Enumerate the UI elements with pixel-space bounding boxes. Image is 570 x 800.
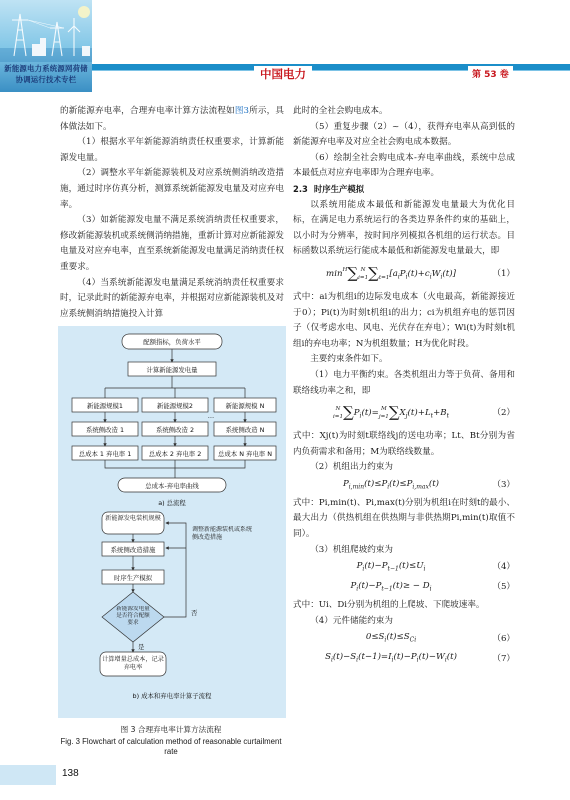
paragraph: （5）重复步骤（2）~（4），获得弃电率从高到低的新能源弃电率及对应全社会购电成本数据。	[293, 121, 515, 148]
paragraph: （2）机组出力约束为	[310, 462, 393, 473]
paragraph: 式中：Ui、Di分别为机组的上爬坡、下爬坡速率。	[293, 600, 485, 611]
equation-number: （2）	[492, 408, 515, 419]
paragraph: 此时的全社会购电成本。	[293, 106, 388, 116]
flow-start: 配额指标，负荷水平	[143, 338, 201, 346]
flow-ellipsis: …	[207, 412, 215, 420]
figure-caption-en: Fig. 3 Flowchart of calculation method of reasonable curtailment rate	[60, 737, 282, 756]
flow-install: 新能源发电装机规模	[105, 515, 161, 522]
flow-scale-n: 新能源规模 N	[225, 402, 265, 410]
paragraph: 以系统用能成本最低和新能源发电量最大为优化目标，在满足电力系统运行的各类边界条件约束的基础上，以小时为分辨率，按时间序列模拟各机组的运行状态。目标函数以系统运行能成本最低和新能源发电量最大，即	[293, 199, 515, 257]
flow-record: 计算增量总成本，记录弃电率	[102, 656, 164, 671]
paragraph: 主要约束条件如下。	[310, 354, 388, 365]
banner-subtitle: 协调运行技术专栏	[15, 75, 77, 84]
subfig-a-caption: a) 总流程	[158, 499, 186, 507]
paragraph: 式中：ai为机组i的边际发电成本（火电最高，新能源接近于0）；Pi(t)为时刻t机组i的出力；ci为机组弃电的惩罚因子（仅考虑水电、风电、光伏存在弃电）；Wi(t)为时刻t机组i的弃电功率；N为机组数量；H为优化时段。	[293, 291, 515, 349]
paragraph: （4）元件储能约束为	[310, 615, 393, 626]
paragraph: （6）绘制全社会购电成本-弃电率曲线，系统中总成本最低点对应弃电率即为合理弃电率。	[293, 152, 515, 179]
flow-res-1: 总成本 1 弃电率 1	[78, 450, 132, 458]
flow-sys-1: 系统侧改造 1	[85, 426, 125, 434]
equation-6: $0\le S_i(t)\le S_{Ci}$ （6）	[293, 629, 515, 649]
equation-number: （3）	[492, 480, 515, 491]
equation-5: $P_i(t)-P_{t-1}(t)\ge - D_i$ （5）	[293, 578, 515, 598]
flow-decision: 新能源发电量是否符合配额要求	[116, 606, 150, 626]
flow-scale-2: 新能源规模2	[156, 402, 194, 410]
flow-sys-2: 系统侧改造 2	[155, 426, 195, 434]
text: 的新能源弃电率，合理弃电率计算方法流程如	[60, 106, 235, 116]
equation-2: N $i=1\sum P_i(t)= M$ $j=1\sum X_j(t)+L_t+B_t$ （2）	[332, 403, 515, 422]
equation-number: （4）	[492, 562, 515, 573]
equation-4: $P_i(t)-P_{t-1}(t)\le U_i$ （4）	[293, 558, 515, 578]
flowchart	[58, 326, 286, 718]
flow-no: 否	[191, 609, 198, 617]
flow-calc: 计算新能源发电量	[146, 366, 198, 374]
right-column	[293, 104, 515, 669]
section-number: 2.3	[293, 183, 308, 194]
flow-res-n: 总成本 N 弃电率 N	[218, 450, 272, 458]
figure-3	[58, 326, 286, 718]
equation-1: minH ∑ N i=1∑ $t=1[a_iP_i(t)+c_iW_i(t)]$ （1）	[326, 264, 515, 283]
flow-sim: 时序生产模拟	[113, 574, 153, 582]
equation-7: $S_i(t)-S_i(t-1)=I_i(t)-P_i(t)-W_i(t)$ （7）	[293, 649, 515, 669]
section-title: 时序生产模拟	[313, 183, 365, 194]
flow-adjust: 调整新能源装机或系统侧改造措施	[192, 526, 253, 541]
paragraph: 式中：Xj(t)为时刻t联络线j的送电功率；Lt、Bt分别为省内负荷需求和备用；M为联络线数量。	[293, 431, 515, 457]
page-header	[0, 0, 570, 92]
subfig-b-caption: b) 成本和弃电率计算子流程	[132, 692, 212, 700]
equation-number: （5）	[492, 582, 515, 593]
paragraph: （4）当系统新能源发电量满足系统消纳责任权重要求时，记录此时的新能源弃电率，并根据对应新能源装机及对应系统侧消纳措施投入计算	[60, 277, 284, 319]
equation-3: $P_{i,min}(t)\le P_i(t)\le P_{i,max}(t)$ （3）	[293, 476, 515, 496]
section-heading	[293, 182, 515, 198]
text: 所示，具体做法如下。	[60, 106, 284, 132]
equation-number: （6）	[492, 633, 515, 644]
flow-scale-1: 新能源规模1	[86, 402, 124, 410]
page-footer	[0, 765, 79, 785]
paragraph: 式中：Pi,min(t)、Pi,max(t)分别为机组i在时刻t的最小、最大出力（供热机组在供热期与非供热期Pi,min(t)取值不同）。	[293, 497, 515, 540]
column-banner	[0, 0, 92, 92]
flow-sys-n: 系统侧改造 N	[225, 426, 265, 434]
flow-yes: 是	[138, 643, 145, 651]
page-number: 138	[62, 768, 79, 779]
banner-title: 新能源电力系统源网荷储	[4, 64, 88, 73]
paragraph	[60, 104, 284, 135]
paragraph: （1）根据水平年新能源消纳责任权重要求，计算新能源发电量。	[60, 137, 284, 163]
left-column	[60, 104, 284, 322]
figure-link[interactable]: 图3	[234, 106, 250, 116]
figure-caption-cn: 图 3 合理弃电率计算方法流程	[120, 725, 222, 734]
paragraph: （1）电力平衡约束。各类机组出力等于负荷、备用和联络线功率之和，即	[293, 369, 515, 396]
paragraph: （2）调整水平年新能源装机及对应系统侧消纳改造措施，通过时序仿真分析，测算系统新能源发电量及对应弃电率。	[60, 168, 284, 210]
flow-res-2: 总成本 2 弃电率 2	[148, 450, 202, 458]
equation-number: （7）	[492, 653, 515, 664]
equation-number: （1）	[492, 269, 515, 280]
volume-label: 第 53 卷	[468, 66, 513, 81]
flow-sys-measure: 系统侧改造措施	[110, 546, 156, 554]
journal-title: 中国电力	[254, 66, 312, 82]
flow-curve: 总成本-弃电率曲线	[145, 482, 199, 490]
paragraph: （3）机组爬坡约束为	[310, 544, 393, 555]
paragraph: （3）如新能源发电量不满足系统消纳责任权重要求，修改新能源装机或系统侧消纳措施，重新计算对应新能源发电量及对应弃电率，直至系统新能源发电量满足消纳责任权重要求。	[60, 215, 284, 272]
